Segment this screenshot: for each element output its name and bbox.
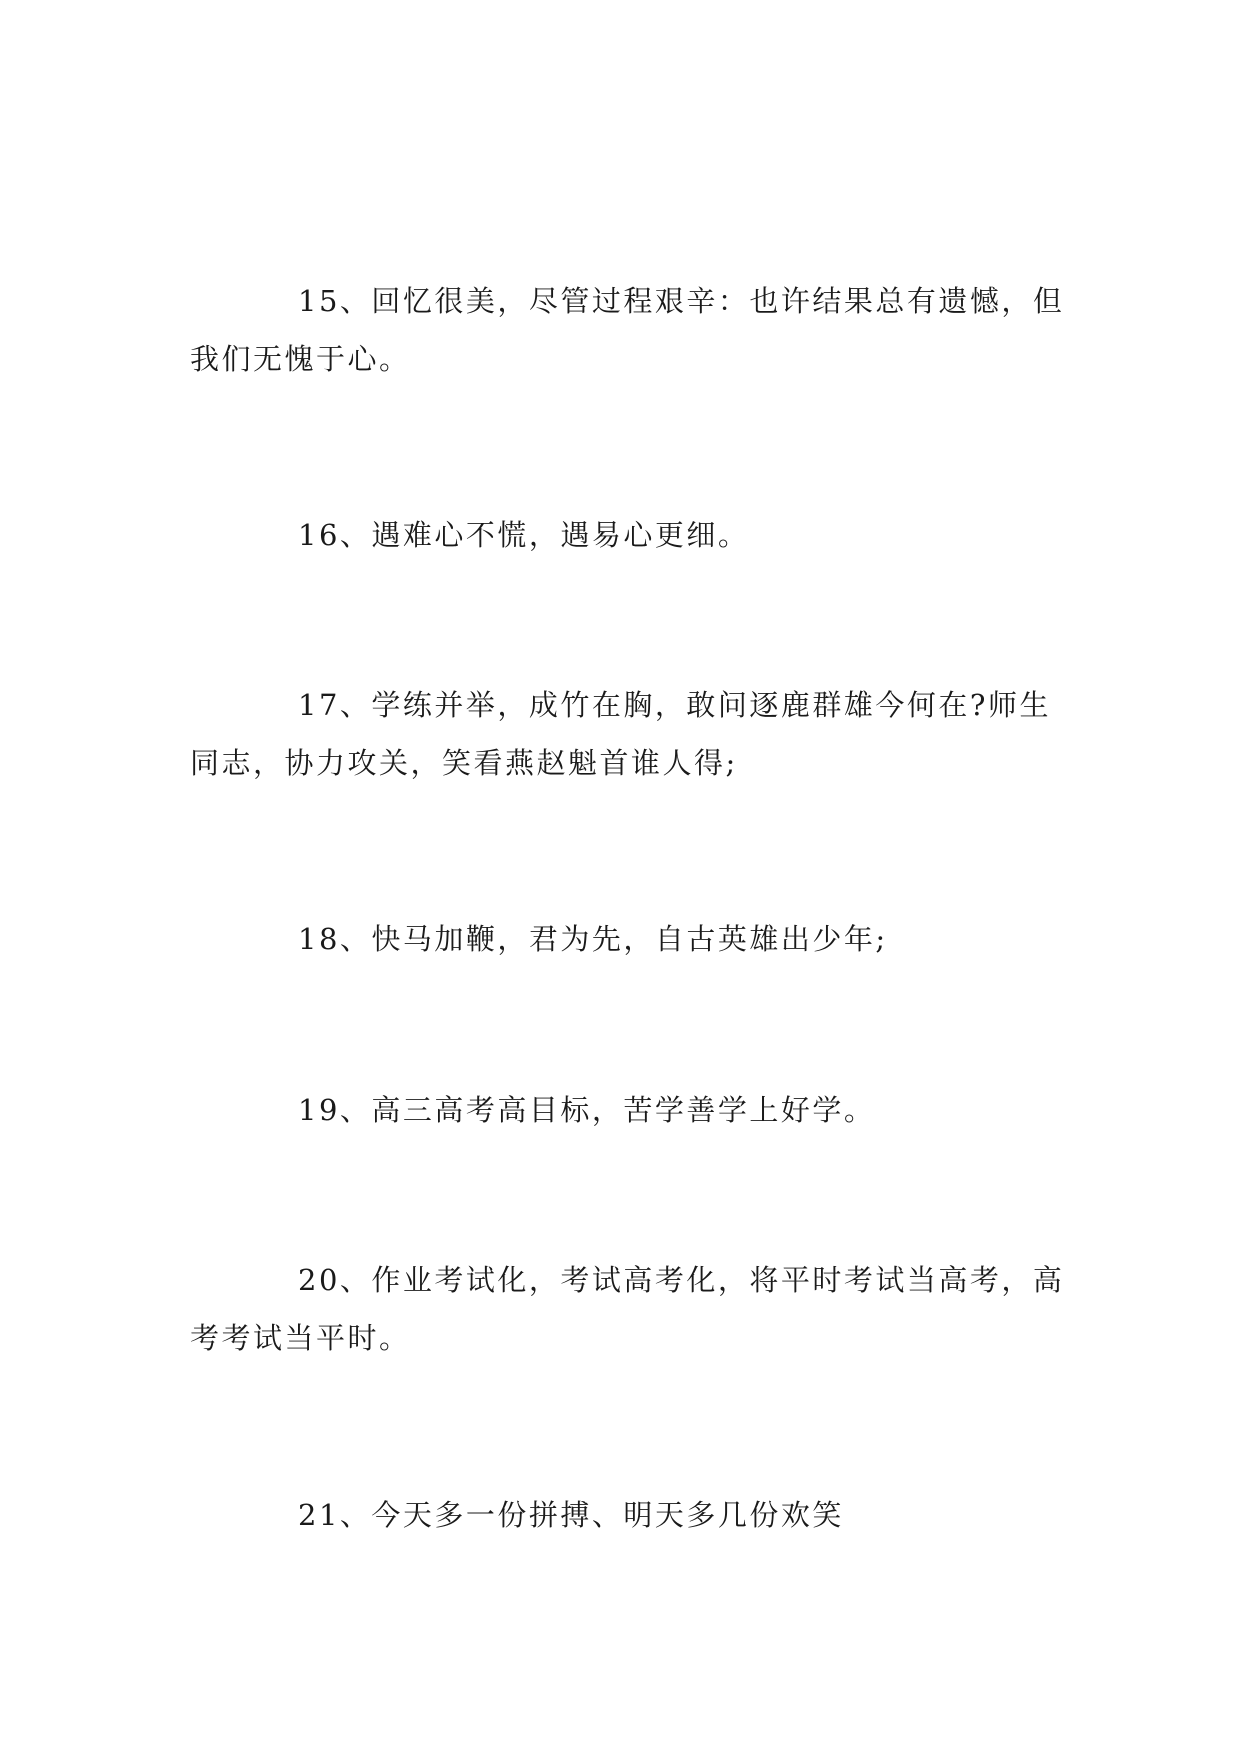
paragraph-18: 18、快马加鞭，君为先，自古英雄出少年; bbox=[298, 922, 888, 956]
paragraph-17: 17、学练并举，成竹在胸，敢问逐鹿群雄今何在?师生同志，协力攻关，笑看燕赵魁首谁人得; bbox=[190, 688, 1051, 780]
paragraph-15: 15、回忆很美，尽管过程艰辛：也许结果总有遗憾，但我们无愧于心。 bbox=[190, 284, 1065, 376]
paragraph-20: 20、作业考试化，考试高考化，将平时考试当高考，高考考试当平时。 bbox=[190, 1263, 1065, 1355]
paragraph-21: 21、今天多一份拼搏、明天多几份欢笑 bbox=[298, 1498, 844, 1532]
paragraph-16: 16、遇难心不慌，遇易心更细。 bbox=[298, 518, 750, 552]
paragraph-19: 19、高三高考高目标，苦学善学上好学。 bbox=[298, 1093, 876, 1127]
